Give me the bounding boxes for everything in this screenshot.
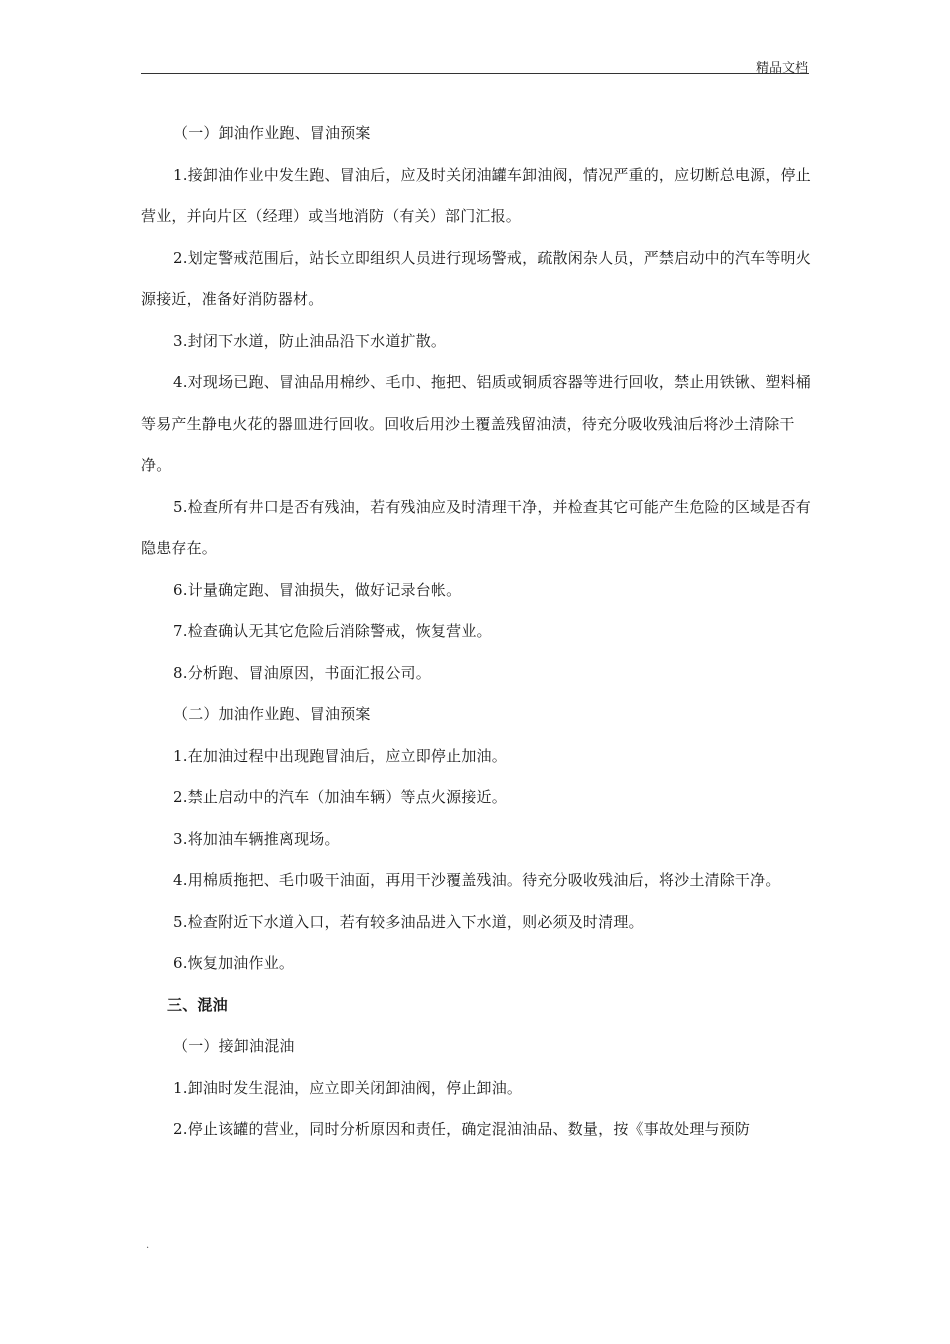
footer-mark: . — [146, 1240, 150, 1251]
paragraph: 2.划定警戒范围后，站长立即组织人员进行现场警戒，疏散闲杂人员，严禁启动中的汽车等明火源接近，准备好消防器材。 — [141, 248, 811, 308]
subheading-unloading: （一）卸油作业跑、冒油预案 — [173, 124, 371, 142]
paragraph: 3.将加油车辆推离现场。 — [173, 829, 340, 848]
paragraph: 1.在加油过程中出现跑冒油后，应立即停止加油。 — [173, 746, 507, 765]
paragraph: 2.停止该罐的营业，同时分析原因和责任，确定混油油品、数量，按《事故处理与预防 — [173, 1120, 751, 1138]
subheading-mixing: （一）接卸油混油 — [173, 1037, 295, 1055]
paragraph: 5.检查附近下水道入口，若有较多油品进入下水道，则必须及时清理。 — [173, 912, 644, 931]
paragraph: 3.封闭下水道，防止油品沿下水道扩散。 — [173, 331, 447, 350]
paragraph: 6.恢复加油作业。 — [173, 954, 295, 972]
paragraph: 1.卸油时发生混油，应立即关闭卸油阀，停止卸油。 — [173, 1078, 523, 1097]
paragraph: 4.用棉质拖把、毛巾吸干油面，再用干沙覆盖残油。待充分吸收残油后，将沙土清除干净。 — [173, 871, 781, 889]
paragraph: 5.检查所有井口是否有残油，若有残油应及时清理干净，并检查其它可能产生危险的区域是否有隐患存在。 — [141, 497, 811, 557]
paragraph: 6.计量确定跑、冒油损失，做好记录台帐。 — [173, 580, 462, 599]
paragraph: 4.对现场已跑、冒油品用棉纱、毛巾、拖把、铝质或铜质容器等进行回收，禁止用铁锹、塑料桶等易产生静电火花的器皿进行回收。回收后用沙土覆盖残留油渍，待充分吸收残油后将沙土清除干净。 — [141, 373, 811, 474]
paragraph: 8.分析跑、冒油原因，书面汇报公司。 — [173, 663, 431, 682]
subheading-refueling: （二）加油作业跑、冒油预案 — [173, 705, 371, 723]
paragraph: 2.禁止启动中的汽车（加油车辆）等点火源接近。 — [173, 788, 507, 806]
header-rule — [141, 73, 809, 74]
document-body — [141, 113, 821, 1151]
paragraph: 1.接卸油作业中发生跑、冒油后，应及时关闭油罐车卸油阀，情况严重的，应切断总电源，停止营业，并向片区（经理）或当地消防（有关）部门汇报。 — [141, 165, 811, 225]
header-label: 精品文档 — [755, 61, 808, 76]
section-heading: 三、混油 — [167, 995, 228, 1014]
paragraph: 7.检查确认无其它危险后消除警戒，恢复营业。 — [173, 622, 492, 640]
